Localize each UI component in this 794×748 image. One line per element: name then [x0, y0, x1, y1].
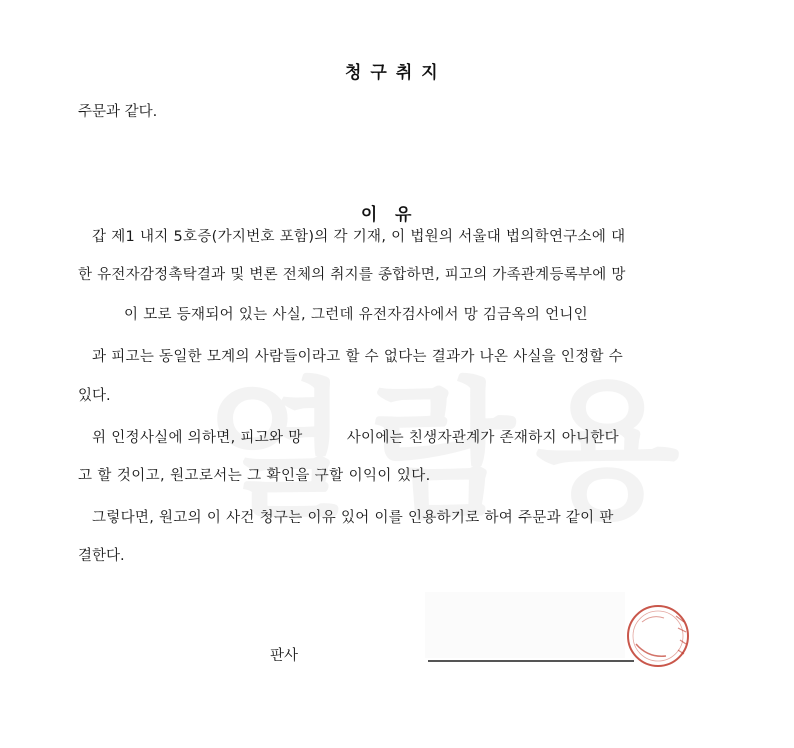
judge-label: 판사	[270, 648, 299, 664]
redaction-block	[78, 340, 92, 366]
paragraph-line-6: 위 인정사실에 의하면, 피고와 망 사이에는 친생자관계가 존재하지 아니한다	[92, 430, 619, 446]
reasons-heading-text: 이 유	[360, 205, 412, 225]
paragraph-line-9: 결한다.	[78, 548, 125, 564]
signature-line	[428, 660, 634, 662]
redaction-block	[674, 298, 714, 324]
signature-redaction	[425, 592, 625, 658]
paragraph-line-2: 한 유전자감정촉탁결과 및 변론 전체의 취지를 종합하면, 피고의 가족관계등록부에 망	[78, 267, 626, 283]
paragraph-line-4: 과 피고는 동일한 모계의 사람들이라고 할 수 없다는 결과가 나온 사실을 인정할 수	[92, 349, 624, 365]
claim-heading: 청구취지	[345, 63, 447, 83]
paragraph-line-3: 이 모로 등재되어 있는 사실, 그런데 유전자검사에서 망 김금옥의 언니인	[124, 307, 588, 323]
paragraph-line-5: 있다.	[78, 388, 111, 404]
paragraph-line-7: 고 할 것이고, 원고로서는 그 확인을 구할 이익이 있다.	[78, 468, 431, 484]
reasons-heading	[349, 180, 443, 225]
redaction-block	[78, 298, 122, 324]
seal-stamp-icon	[622, 600, 694, 672]
paragraph-line-8: 그렇다면, 원고의 이 사건 청구는 이유 있어 이를 인용하기로 하여 주문과 같이 판	[92, 510, 614, 526]
paragraph-line-1: 갑 제1 내지 5호증(가지번호 포함)의 각 기재, 이 법원의 서울대 법의학연구소에 대	[92, 229, 626, 245]
claim-text: 주문과 같다.	[78, 104, 158, 120]
